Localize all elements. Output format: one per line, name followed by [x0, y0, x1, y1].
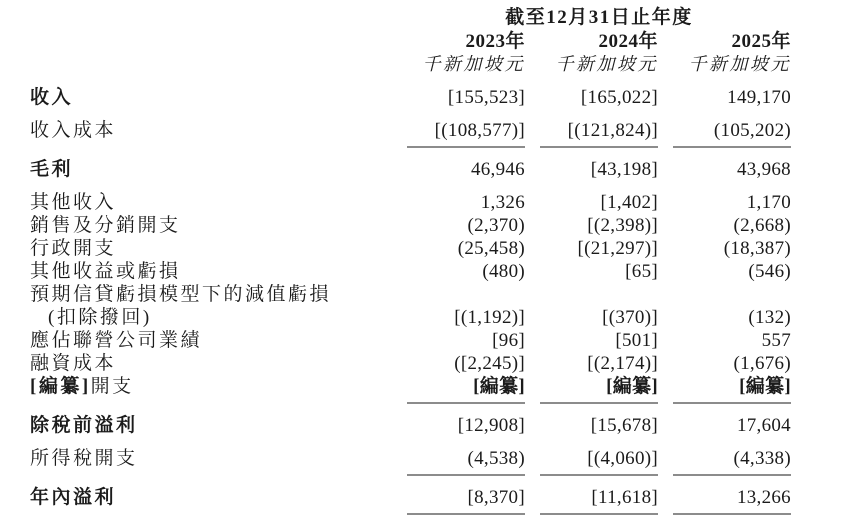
- header-label-spacer: [30, 46, 392, 47]
- table-row: [30, 214, 848, 237]
- row-value: [(121,824)]: [540, 119, 658, 148]
- row-value: (546): [748, 261, 791, 282]
- row-value: [540, 299, 658, 300]
- row-value: [673, 299, 791, 300]
- row-label: 年內溢利: [30, 487, 117, 508]
- table-row: [30, 86, 848, 109]
- row-value: (1,676): [733, 353, 791, 374]
- year-column-header: 2023年: [465, 31, 525, 52]
- row-value: [(1,192)]: [454, 307, 525, 328]
- year-column-header: 2024年: [598, 31, 658, 52]
- row-value: [8,370]: [407, 486, 525, 515]
- row-value: 1,326: [480, 192, 525, 213]
- table-row: [30, 447, 848, 476]
- year-column-header: 2025年: [731, 31, 791, 52]
- row-label: 融資成本: [30, 353, 117, 374]
- row-value: [(370)]: [602, 307, 658, 328]
- header-label-spacer: [30, 69, 392, 70]
- row-value: 149,170: [727, 87, 791, 108]
- row-label: 其他收益或虧損: [30, 261, 181, 282]
- row-label: 行政開支: [30, 238, 117, 259]
- row-value: 1,170: [746, 192, 791, 213]
- table-row: [30, 283, 848, 306]
- row-value: [(21,297)]: [577, 238, 658, 259]
- row-label: 銷售及分銷開支: [30, 215, 181, 236]
- row-value: ([2,245)]: [454, 353, 525, 374]
- table-row: [30, 119, 848, 148]
- row-value: [165,022]: [580, 87, 658, 108]
- row-label: 預期信貸虧損模型下的減值虧損: [30, 284, 332, 305]
- currency-unit-header: 千新加坡元: [422, 54, 525, 74]
- table-row: [30, 237, 848, 260]
- row-value: [(2,398)]: [587, 215, 658, 236]
- table-row: [30, 191, 848, 214]
- row-value: [(4,060)]: [540, 447, 658, 476]
- header-label-spacer: [30, 22, 392, 23]
- row-label: 除稅前溢利: [30, 415, 138, 436]
- table-row: [30, 260, 848, 283]
- row-label: 其他收入: [30, 192, 117, 213]
- unit-header-row: [30, 53, 848, 76]
- row-value: [501]: [615, 330, 658, 351]
- period-header-row: [30, 6, 848, 30]
- row-label: 應佔聯營公司業績: [30, 330, 203, 351]
- table-row: [30, 352, 848, 375]
- row-value: (2,668): [733, 215, 791, 236]
- row-label: 收入: [30, 87, 74, 108]
- year-header-row: [30, 30, 848, 53]
- row-label: 毛利: [30, 159, 74, 180]
- currency-unit-header: 千新加坡元: [555, 54, 658, 74]
- row-value: [編纂]: [407, 375, 525, 404]
- table-row: [30, 306, 848, 329]
- period-header: 截至12月31日止年度: [505, 7, 693, 28]
- row-value: 17,604: [736, 415, 791, 436]
- row-value: [96]: [492, 330, 525, 351]
- row-value: [155,523]: [447, 87, 525, 108]
- redaction-placeholder: [編纂]: [30, 376, 91, 397]
- row-value: [(108,577)]: [407, 119, 525, 148]
- table-row: [30, 158, 848, 181]
- row-value: (105,202): [673, 119, 791, 148]
- row-label: (扣除撥回): [48, 307, 152, 328]
- row-value: [65]: [625, 261, 658, 282]
- row-value: [407, 299, 525, 300]
- row-value: [1,402]: [600, 192, 658, 213]
- row-label: 收入成本: [30, 120, 117, 141]
- row-value: (25,458): [457, 238, 525, 259]
- row-value: (4,338): [673, 447, 791, 476]
- row-value: (132): [748, 307, 791, 328]
- row-value: 43,968: [736, 159, 791, 180]
- row-value: (480): [482, 261, 525, 282]
- row-value: (2,370): [467, 215, 525, 236]
- row-value: (18,387): [723, 238, 791, 259]
- table-row: [30, 375, 848, 404]
- row-value: [43,198]: [590, 159, 658, 180]
- row-label: 所得稅開支: [30, 448, 138, 469]
- row-value: 557: [761, 330, 791, 351]
- row-value: [12,908]: [457, 415, 525, 436]
- row-value: [11,618]: [540, 486, 658, 515]
- row-value: [(2,174)]: [587, 353, 658, 374]
- row-value: [編纂]: [673, 375, 791, 404]
- row-value: [編纂]: [540, 375, 658, 404]
- row-label: [編纂]開支: [30, 376, 134, 397]
- currency-unit-header: 千新加坡元: [688, 54, 791, 74]
- table-row: [30, 329, 848, 352]
- table-row: [30, 414, 848, 437]
- row-value: (4,538): [407, 447, 525, 476]
- row-value: 46,946: [470, 159, 525, 180]
- row-value: [15,678]: [590, 415, 658, 436]
- table-rows: [30, 86, 848, 515]
- row-value: 13,266: [673, 486, 791, 515]
- table-row: [30, 486, 848, 515]
